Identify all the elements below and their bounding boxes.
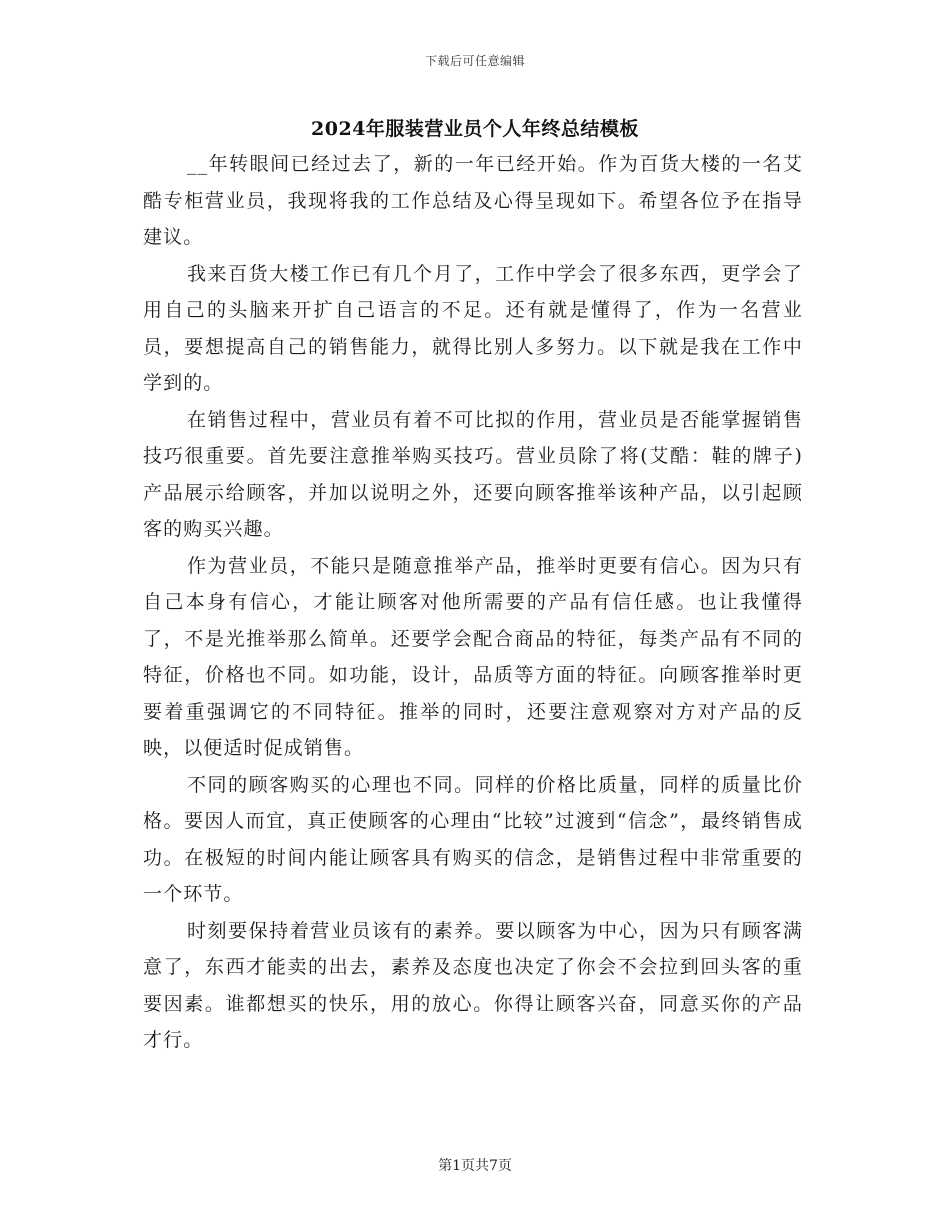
paragraph: 时刻要保持着营业员该有的素养。要以顾客为中心，因为只有顾客满意了，东西才能卖的出去，素养及态度也决定了你会不会拉到回头客的重要因素。谁都想买的快乐，用的放心。你得让顾客兴奋，同意买你的产品才行。 xyxy=(143,919,803,1051)
document-title: 2024年服装营业员个人年终总结模板 xyxy=(311,118,639,140)
page-number: 第1页共7页 xyxy=(438,1158,512,1174)
header-note: 下载后可任意编辑 xyxy=(424,54,525,68)
paragraph: 在销售过程中，营业员有着不可比拟的作用，营业员是否能掌握销售技巧很重要。首先要注意推举购买技巧。营业员除了将(艾酷：鞋的牌子)产品展示给顾客，并加以说明之外，还要向顾客推举该种产品，以引起顾客的购买兴趣。 xyxy=(143,408,803,540)
document-body xyxy=(143,146,803,1059)
paragraph: 我来百货大楼工作已有几个月了，工作中学会了很多东西，更学会了用自己的头脑来开扩自己语言的不足。还有就是懂得了，作为一名营业员，要想提高自己的销售能力，就得比别人多努力。以下就是我在工作中学到的。 xyxy=(143,262,803,394)
paragraph: 作为营业员，不能只是随意推举产品，推举时更要有信心。因为只有自己本身有信心，才能让顾客对他所需要的产品有信任感。也让我懂得了，不是光推举那么简单。还要学会配合商品的特征，每类产品有不同的特征，价格也不同。如功能，设计，品质等方面的特征。向顾客推举时更要着重强调它的不同特征。推举的同时，还要注意观察对方对产品的反映，以便适时促成销售。 xyxy=(143,554,803,759)
paragraph: __年转眼间已经过去了，新的一年已经开始。作为百货大楼的一名艾酷专柜营业员，我现将我的工作总结及心得呈现如下。希望各位予在指导建议。 xyxy=(143,153,803,248)
paragraph: 不同的顾客购买的心理也不同。同样的价格比质量，同样的质量比价格。要因人而宜，真正使顾客的心理由“比较”过渡到“信念”，最终销售成功。在极短的时间内能让顾客具有购买的信念，是销售过程中非常重要的一个环节。 xyxy=(143,773,803,905)
